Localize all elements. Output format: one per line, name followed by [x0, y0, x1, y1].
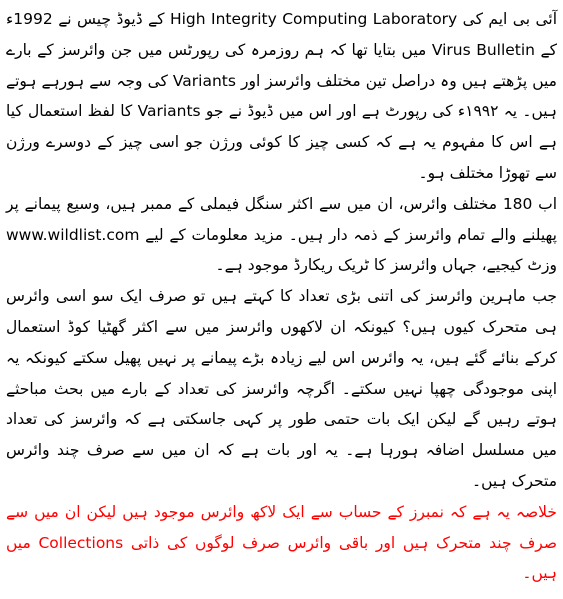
paragraph-why-few-active: جب ماہرین وائرسز کی اتنی بڑی تعداد کا کہتے ہیں تو صرف ایک سو اسی وائرس ہی متحرک کیوں ہیں؟ کیونکہ ان لاکھوں وائرسز میں سے اکثر گھٹیا کوڈ استعمال کرکے بنائے گئے ہیں، یہ وائرس اس لیے زیادہ بڑے پیمانے پر نہیں پھیل سکتے کیونکہ یہ اپنی موجودگی چھپا نہیں سکتے۔ اگرچہ وائرسز کی تعداد کے بارے میں بحث مباحثے ہوتے رہیں گے لیکن ایک بات حتمی طور پر کہی جاسکتی ہے کہ وائرسز کی تعداد میں مسلسل اضافہ ہورہا ہے۔ یہ اور بات ہے کہ ان میں سے صرف چند وائرس متحرک ہیں۔ [6, 287, 557, 490]
paragraph-summary-highlight: خلاصہ یہ ہے کہ نمبرز کے حساب سے ایک لاکھ وائرس موجود ہیں لیکن ان میں سے صرف چند متحرک ہیں اور باقی وائرس صرف لوگوں کی ذاتی Collections میں ہیں۔ [6, 502, 557, 583]
paragraph-active-viruses: اب 180 مختلف وائرس، ان میں سے اکثر سنگل فیملی کے ممبر ہیں، وسیع پیمانے پر پھیلنے والے تمام وائرسز کے ذمہ دار ہیں۔ مزید معلومات کے لیے www.wildlist.com وزٹ کیجیے، جہاں وائرسز کا ٹریک ریکارڈ موجود ہے۔ [6, 194, 557, 275]
paragraph-chase-report: آئی بی ایم کی High Integrity Computing Laboratory کے ڈیوڈ چیس نے 1992ء کے Virus Bulletin میں بتایا تھا کہ ہم روزمرہ کی رپورٹس میں جن وائرسز کے بارے میں پڑھتے ہیں وہ دراصل تین مختلف وائرسز اور Variants کی وجہ سے ہورہے ہوتے ہیں۔ یہ ۱۹۹۲ء کی رپورٹ ہے اور اس میں ڈیوڈ نے جو Variants کا لفظ استعمال کیا ہے اس کا مفہوم یہ ہے کہ کسی چیز کا کوئی ورژن جو اسی چیز کے دوسرے ورژن سے تھوڑا مختلف ہو۔ [6, 10, 558, 182]
